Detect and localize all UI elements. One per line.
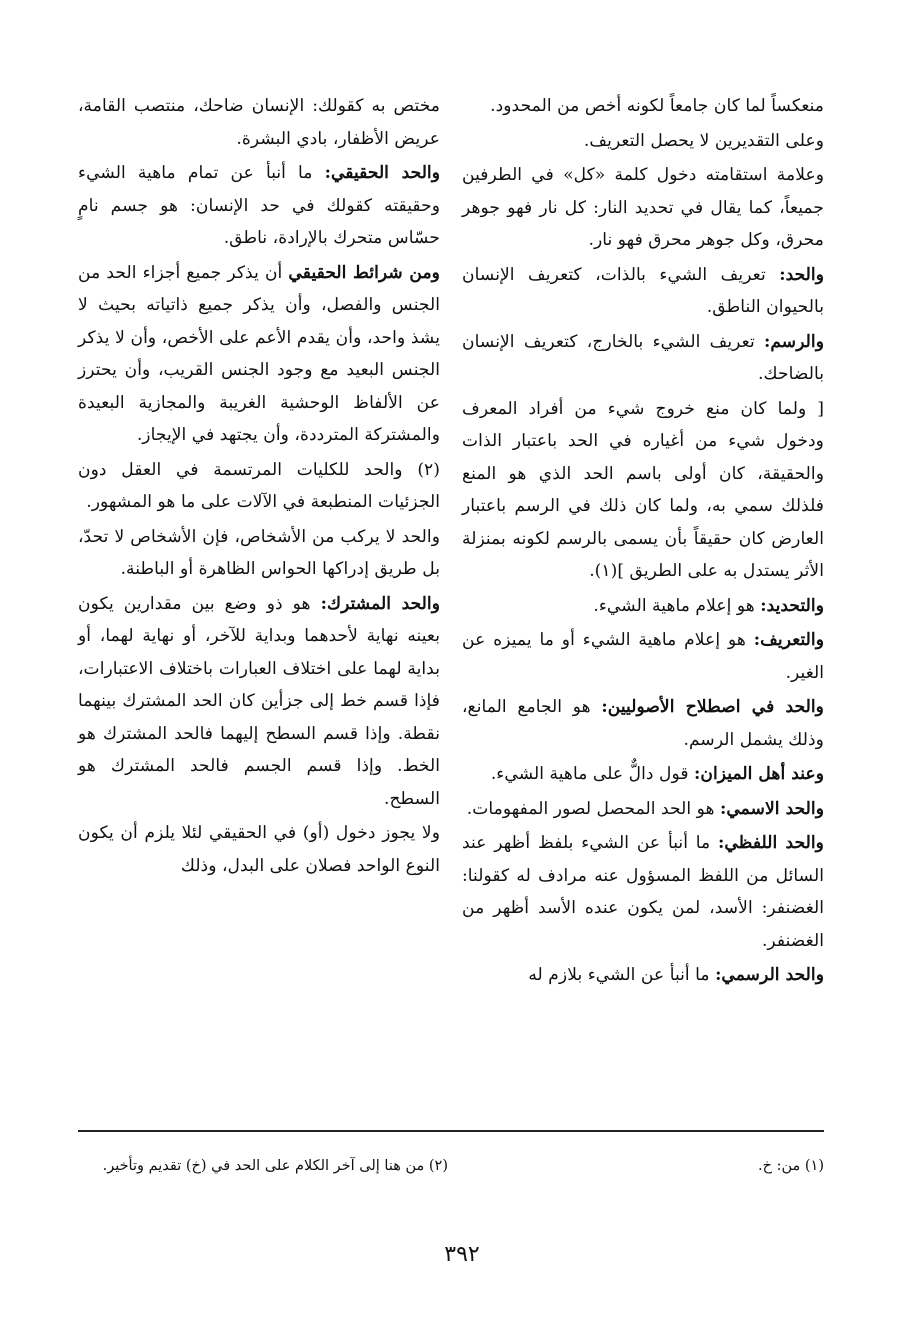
paragraph-text: وعلامة استقامته دخول كلمة «كل» في الطرفين جميعاً، كما يقال في تحديد النار: كل نار فهو جوهر محرق، وكل جوهر محرق فهو نار. [462, 165, 824, 250]
page-number: ٣٩٢ [444, 1242, 480, 1267]
term-heading: والحد في اصطلاح الأصوليين: [601, 697, 824, 717]
paragraph [462, 590, 824, 623]
paragraph [462, 827, 824, 957]
paragraph-text: هو الحد المحصل لصور المفهومات. [466, 798, 720, 819]
term-heading: والحد الاسمي: [720, 798, 824, 819]
paragraph-text: ما أنبأ عن الشيء بلفظ أظهر عند السائل من اللفظ المسؤول عنه مرادف له كقولنا: الغضنفر: الأسد، لمن يكون عنده الأسد أظهر من الغضنفر. [462, 833, 824, 951]
paragraph [78, 157, 440, 255]
paragraph-text: ما أنبأ عن تمام ماهية الشيء وحقيقته كقولك في حد الإنسان: هو جسم نامٍ حسّاس متحرك بالإرادة، ناطق. [78, 163, 440, 248]
paragraph [78, 817, 440, 882]
paragraph-text: (٢) والحد للكليات المرتسمة في العقل دون الجزئيات المنطبعة في الآلات على ما هو المشهور. [78, 459, 440, 512]
paragraph [462, 624, 824, 689]
paragraph-text: ما أنبأ عن الشيء بلازم له [528, 965, 716, 985]
paragraph-text: والحد لا يركب من الأشخاص، فإن الأشخاص لا تحدّ، بل طريق إدراكها الحواس الظاهرة أو الباطنة. [78, 526, 440, 579]
paragraph [78, 521, 440, 586]
paragraph [78, 257, 440, 452]
paragraph [462, 159, 824, 257]
paragraph-text: قول دالٌّ على ماهية الشيء. [490, 764, 695, 784]
paragraph-text: ولا يجوز دخول (أو) في الحقيقي لئلا يلزم أن يكون النوع الواحد فصلان على البدل، وذلك [78, 823, 440, 876]
paragraph [462, 393, 824, 588]
paragraph [462, 125, 824, 158]
paragraph [462, 959, 824, 992]
term-heading: ومن شرائط الحقيقي [288, 262, 440, 283]
paragraph [462, 758, 824, 791]
term-heading: والحد اللفظي: [718, 833, 824, 853]
paragraph [462, 691, 824, 756]
paragraph [78, 454, 440, 519]
paragraph [462, 326, 824, 391]
paragraph-text: وعلى التقديرين لا يحصل التعريف. [583, 130, 824, 151]
term-heading: وعند أهل الميزان: [694, 764, 824, 784]
right-column [462, 90, 824, 994]
paragraph-text: مختص به كقولك: الإنسان ضاحك، منتصب القامة، عريض الأظفار، بادي البشرة. [78, 96, 440, 149]
paragraph-text: هو ذو وضع بين مقدارين يكون بعينه نهاية لأحدهما وبداية للآخر، أو نهاية لهما، أو بداية لهما على اختلاف العبارات باختلاف الاعتبارات، فإذا قسم خط إلى جزأين كان الحد المشترك بينهما نقطة. وإذا قسم السطح إليهما فالحد المشترك هو الخط. وإذا قسم الجسم فالحد المشترك هو السطح. [78, 593, 440, 809]
term-heading: والحد المشترك: [320, 593, 440, 614]
paragraph-text: منعكساً لما كان جامعاً لكونه أخص من المحدود. [490, 96, 824, 116]
paragraph [462, 90, 824, 123]
term-heading: والحد الرسمي: [715, 965, 824, 985]
paragraph-text: [ ولما كان منع خروج شيء من أفراد المعرف ودخول شيء من أغياره في الحد باعتبار الذات والحقيقة، كان أولى باسم الحد الذي هو المنع فلذلك سمي به، ولما كان ذلك في الرسم باعتبار العارض كان حقيقاً بأن يسمى بالرسم لكونه بمنزلة الأثر يستدل به على الطريق ](١). [462, 398, 824, 581]
paragraph [462, 259, 824, 324]
paragraph-text: تعريف الشيء بالخارج، كتعريف الإنسان بالضاحك. [462, 331, 824, 384]
term-heading: والرسم: [764, 331, 824, 352]
paragraph-text: أن يذكر جميع أجزاء الحد من الجنس والفصل، وأن يذكر جميع ذاتياته بحيث لا يشذ واحد، وأن يقدم الأعم على الأخص، وأن لا يذكر الجنس البعيد مع وجود الجنس القريب، وأن يحترز عن الألفاظ الوحشية الغريبة والمجازية البعيدة والمشتركة المترددة، وأن يجتهد في الإيجاز. [78, 262, 440, 445]
paragraph-text: هو إعلام ماهية الشيء أو ما يميزه عن الغير. [462, 630, 824, 683]
footnote-1: (١) من: خ. [757, 1158, 824, 1174]
footnote-2: (٢) من هنا إلى آخر الكلام على الحد في (خ) تقديم وتأخير. [102, 1158, 448, 1174]
term-heading: والحد الحقيقي: [324, 163, 441, 183]
paragraph-text: هو إعلام ماهية الشيء. [593, 595, 761, 616]
term-heading: والتعريف: [753, 630, 824, 650]
paragraph [78, 90, 440, 155]
paragraph-text: هو الجامع المانع، وذلك يشمل الرسم. [462, 697, 824, 750]
term-heading: والحد: [779, 264, 824, 285]
paragraph [78, 588, 440, 816]
left-column [78, 90, 440, 884]
footnote-divider [78, 1130, 824, 1132]
term-heading: والتحديد: [760, 595, 824, 616]
paragraph [462, 793, 824, 826]
paragraph-text: تعريف الشيء بالذات، كتعريف الإنسان بالحيوان الناطق. [462, 264, 824, 317]
